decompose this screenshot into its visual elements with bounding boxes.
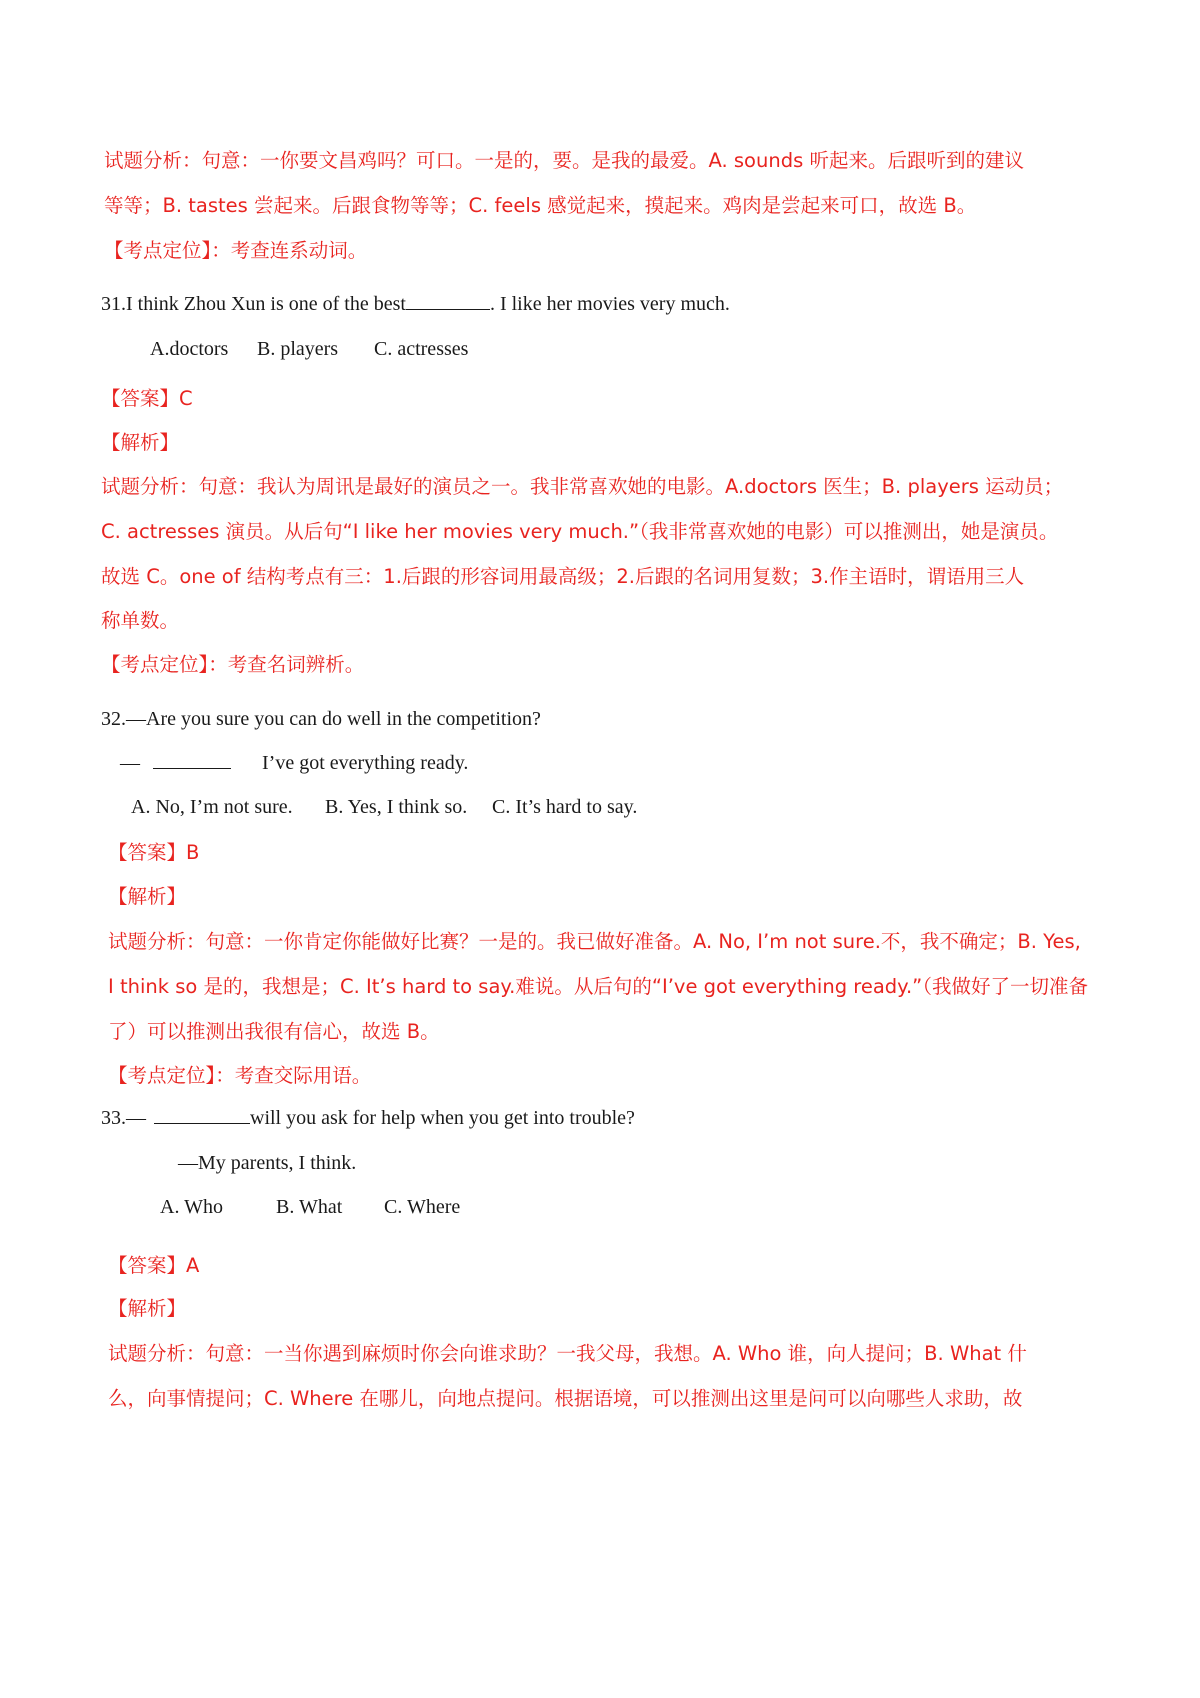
q31-answer: 【答案】C (101, 387, 193, 410)
q32-option-a: A. No, I’m not sure. (131, 796, 293, 818)
q32-analysis-line-2: I think so 是的，我想是；C. It’s hard to say.难说。从后句的“I’ve got everything ready.”（我做好了一切准备 (108, 975, 1088, 998)
q33-analysis-line-2: 么，向事情提问；C. Where 在哪儿，向地点提问。根据语境，可以推测出这里是问可以向哪些人求助，故 (108, 1387, 1023, 1410)
q31-analysis-line-2: C. actresses 演员。从后句“I like her movies very much.”（我非常喜欢她的电影）可以推测出，她是演员。 (101, 520, 1059, 543)
q31-analysis-line-3: 故选 C。one of 结构考点有三：1.后跟的形容词用最高级；2.后跟的名词用复数；3.作主语时，谓语用三人 (101, 565, 1025, 588)
q33-option-b: B. What (276, 1196, 343, 1218)
q31-analysis-line-1: 试题分析：句意：我认为周讯是最好的演员之一。我非常喜欢她的电影。A.doctors 医生；B. players 运动员； (101, 475, 1064, 498)
q32-reply-text: I’ve got everything ready. (262, 752, 469, 774)
q31-stem-before: 31.I think Zhou Xun is one of the best (101, 293, 406, 315)
q31-stem-after: . I like her movies very much. (489, 293, 730, 315)
q31-analysis-line-4: 称单数。 (101, 609, 180, 632)
q33-stem (101, 1105, 635, 1131)
prev-analysis-line-2: 等等；B. tastes 尝起来。后跟食物等等；C. feels 感觉起来，摸起来。鸡肉是尝起来可口，故选 B。 (104, 194, 977, 217)
q32-reply-dash: — (120, 752, 140, 774)
q31-analysis-label: 【解析】 (101, 431, 180, 454)
q32-option-c: C. It’s hard to say. (492, 796, 638, 818)
prev-analysis-line-1: 试题分析：句意：一你要文昌鸡吗？可口。一是的，要。是我的最爱。A. sounds 听起来。后跟听到的建议 (104, 149, 1024, 172)
q33-option-a: A. Who (160, 1196, 223, 1218)
q33-analysis-line-1: 试题分析：句意：一当你遇到麻烦时你会向谁求助？一我父母，我想。A. Who 谁，向人提问；B. What 什 (108, 1342, 1027, 1365)
q32-analysis-line-3: 了）可以推测出我很有信心，故选 B。 (108, 1020, 440, 1043)
q31-stem (101, 291, 730, 317)
q32-option-b: B. Yes, I think so. (325, 796, 468, 818)
q33-blank (154, 1105, 250, 1124)
q31-option-c: C. actresses (374, 338, 469, 360)
q33-answer: 【答案】A (108, 1254, 200, 1277)
q33-stem-after: will you ask for help when you get into trouble? (250, 1107, 635, 1129)
q31-point-location: 【考点定位】：考查名词辨析。 (101, 653, 365, 676)
q33-option-c: C. Where (384, 1196, 461, 1218)
q31-blank (406, 291, 490, 310)
q31-option-b: B. players (257, 338, 339, 360)
q33-reply: —My parents, I think. (178, 1152, 357, 1174)
q33-analysis-label: 【解析】 (108, 1297, 187, 1320)
q32-reply (120, 750, 468, 776)
q32-analysis-line-1: 试题分析：句意：一你肯定你能做好比赛？一是的。我已做好准备。A. No, I’m not sure.不，我不确定；B. Yes, (108, 930, 1081, 953)
q32-point-location: 【考点定位】：考查交际用语。 (108, 1064, 372, 1087)
q32-blank (153, 750, 231, 769)
q33-stem-prefix: 33.— (101, 1107, 146, 1129)
q32-answer: 【答案】B (108, 841, 200, 864)
prev-point-location: 【考点定位】：考查连系动词。 (104, 239, 368, 262)
q32-stem: 32.—Are you sure you can do well in the competition? (101, 708, 541, 730)
q31-option-a: A.doctors (150, 338, 229, 360)
q32-analysis-label: 【解析】 (108, 885, 187, 908)
